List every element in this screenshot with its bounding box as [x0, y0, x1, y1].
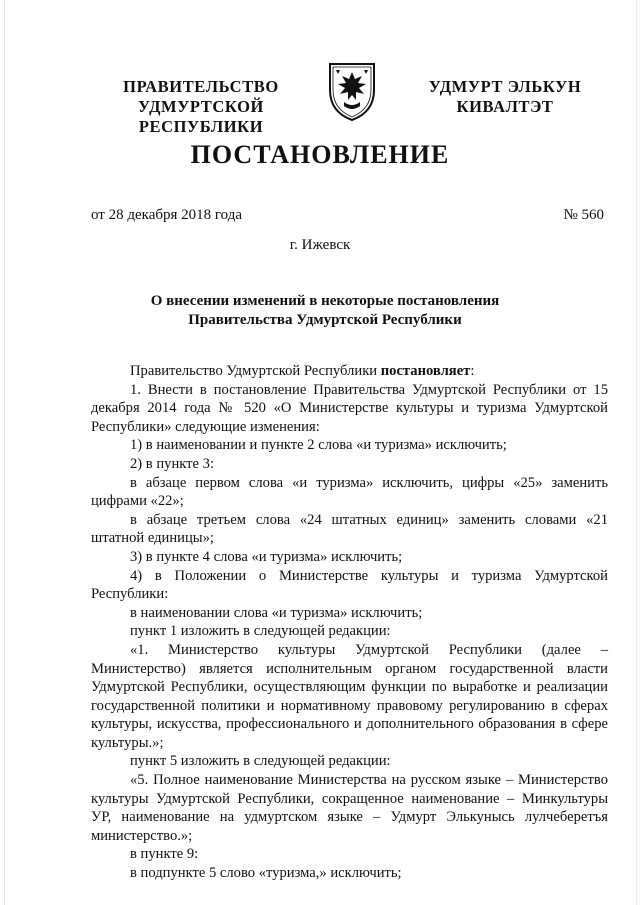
header-right-line2: КИВАЛТЭТ [456, 97, 554, 116]
body-paragraph: пункт 5 изложить в следующей редакции: [130, 753, 391, 770]
intro-suffix: : [470, 363, 475, 379]
body-paragraph: «5. Полное наименование Министерства на русском языке – Министерство культуры Удмуртской Республики, сокращенное наименование – Минкультуры УР, наименование на удмуртском языке – Удмурт Элькунысь лулчеберетъя министерство.»; [91, 772, 608, 844]
intro-prefix: Правительство Удмуртской Республики [130, 363, 381, 379]
document-title: ПОСТАНОВЛЕНИЕ [190, 140, 450, 169]
intro-bold: постановляет [380, 363, 471, 379]
document-number: № 560 [563, 207, 604, 223]
intro-paragraph [91, 362, 608, 381]
header-right-line1: УДМУРТ ЭЛЬКУН [428, 77, 582, 96]
subject-line1: О внесении изменений в некоторые постановления [150, 293, 500, 309]
body-paragraph: в пункте 9: [130, 846, 199, 863]
body-paragraph: 4) в Положении о Министерстве культуры и туризма Удмуртской Республики: [91, 567, 608, 603]
body-paragraph: в наименовании слова «и туризма» исключить; [130, 604, 423, 621]
header-right [420, 77, 590, 117]
body-paragraph: 1) в наименовании и пункте 2 слова «и туризма» исключить; [130, 437, 507, 454]
header-left-line1: ПРАВИТЕЛЬСТВО [123, 77, 279, 96]
scan-edge-left [4, 0, 5, 905]
body-paragraph: в абзаце третьем слова «24 штатных единиц» заменить словами «21 штатной единицы»; [91, 511, 608, 547]
body-paragraph: в абзаце первом слова «и туризма» исключить, цифры «25» заменить цифрами «22»; [91, 474, 608, 510]
scan-edge-right [636, 0, 637, 905]
body-paragraph: пункт 1 изложить в следующей редакции: [130, 623, 391, 640]
body-paragraph: в подпункте 5 слово «туризма,» исключить; [130, 865, 402, 882]
subject-line2: Правительства Удмуртской Республики [188, 312, 462, 328]
document-date: от 28 декабря 2018 года [91, 207, 243, 223]
udmurt-coat-of-arms-icon [326, 60, 378, 122]
body-paragraph: «1. Министерство культуры Удмуртской Республики (далее – Министерство) является исполнительным органом государственной власти Удмуртской Республики, осуществляющим функции по выработке и реализации государственной политики и нормативному правовому регулированию в сферах культуры, искусства, профессионального и дополнительного образования в сфере культуры.»; [91, 641, 608, 751]
document-subject [100, 292, 550, 330]
document-body [91, 362, 608, 883]
body-paragraph: 2) в пункте 3: [130, 455, 215, 472]
header-left-line2: УДМУРТСКОЙ РЕСПУБЛИКИ [138, 97, 264, 136]
body-paragraph: 1. Внести в постановление Правительства Удмуртской Республики от 15 декабря 2014 года № 520 «О Министерстве культуры и туризма Удмуртской Республики» следующие изменения: [91, 381, 608, 435]
header-left [86, 77, 316, 137]
document-city: г. Ижевск [289, 237, 351, 253]
body-paragraph: 3) в пункте 4 слова «и туризма» исключить; [130, 548, 403, 565]
